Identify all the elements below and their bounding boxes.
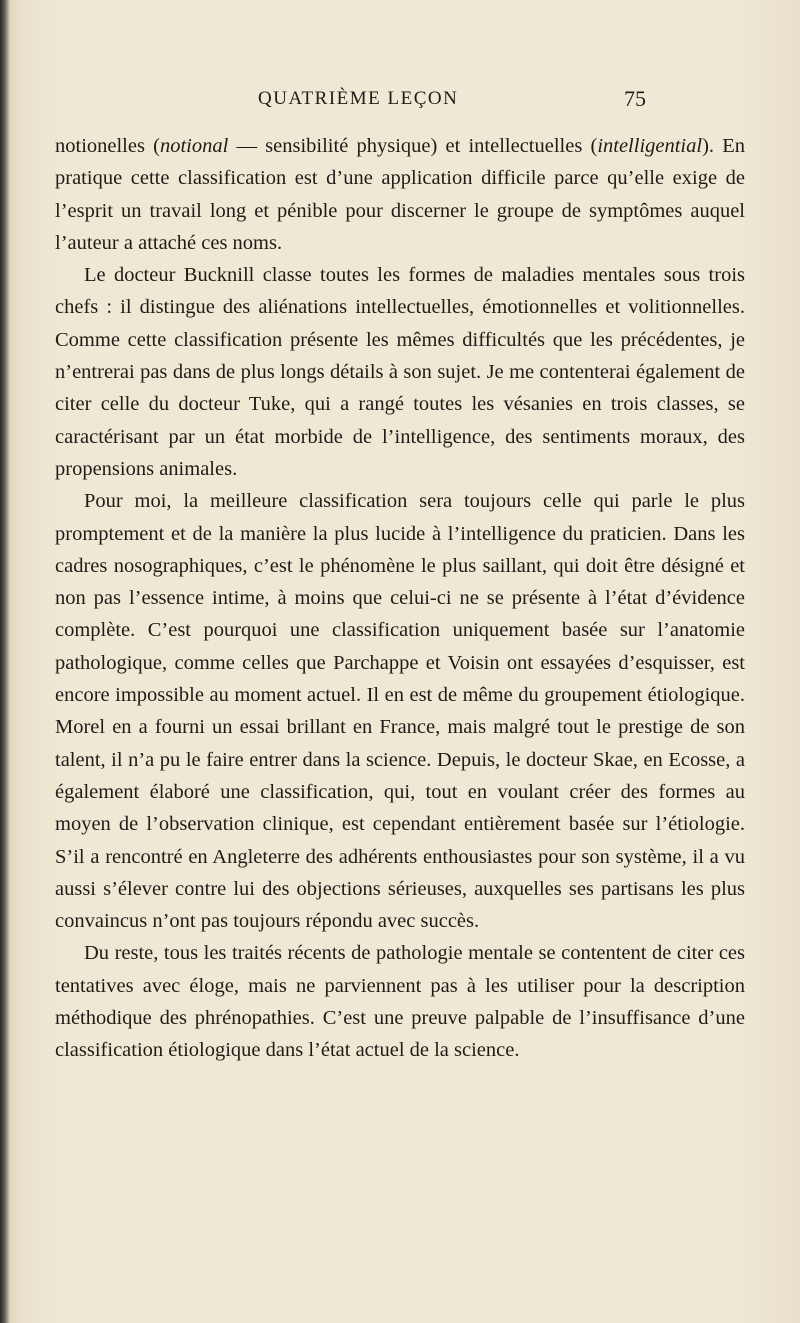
paragraph-classification: Pour moi, la meilleure classification sera toujours celle qui parle le plus promptement et de la manière la plus lucide à l’intelligence du praticien. Dans les cadres nosographiques, c’est le phénomène le plus saillant, qui doit être désigné et non pas l’essence intime, à moins que celui-ci ne se présente à l’état d’évidence complète. C’est pourquoi une classification uniquement basée sur l’anatomie pathologique, comme celles que Parchappe et Voisin ont essayées d’esquisser, est encore impossible au moment actuel. Il en est de même du groupement étiologique. Morel en a fourni un essai brillant en France, mais malgré tout le prestige de son talent, il n’a pu le faire entrer dans la science. Depuis, le docteur Skae, en Ecosse, a également élaboré une classification, qui, tout en voulant créer des formes au moyen de l’observation clinique, est cependant entièrement basée sur l’étiologie. S’il a rencontré en Angleterre des adhérents enthousiastes pour son système, il a vu aussi s’élever contre lui des objections sérieuses, auxquelles ses partisans les plus convaincus n’ont pas toujours répondu avec succès. (55, 490, 745, 933)
italic-term-intelligential: intelligential (597, 135, 703, 157)
paragraph-continued (55, 130, 745, 259)
paragraph-conclusion: Du reste, tous les traités récents de pathologie mentale se contentent de citer ces tentatives avec éloge, mais ne parviennent pas à les utiliser pour la description méthodique des phrénopathies. C’est une preuve palpable de l’insuffisance d’une classification étiologique dans l’état actuel de la science. (55, 942, 745, 1062)
page-number: 75 (624, 86, 646, 111)
paragraph-text: notionelles ( (55, 135, 160, 157)
paragraph-text: ). En pratique cette classification est d’une application difficile parce qu’elle exige de l’esprit un travail long et pénible pour discerner le groupe de symptômes auquel l’auteur a attaché ces noms. (55, 135, 745, 254)
body-text (55, 130, 745, 1067)
paragraph-bucknill: Le docteur Bucknill classe toutes les formes de maladies mentales sous trois chefs : il distingue des aliénations intellectuelles, émotionnelles et volitionnelles. Comme cette classification présente les mêmes difficultés que les précédentes, je n’entrerai pas dans de plus longs détails à son sujet. Je me contenterai également de citer celle du docteur Tuke, qui a rangé toutes les vésanies en trois classes, se caractérisant par un état morbide de l’intelligence, des sentiments moraux, des propensions animales. (55, 264, 745, 480)
paragraph-text: — sensibilité physique) et intellectuelles ( (228, 135, 598, 157)
running-head: QUATRIÈME LEÇON (258, 88, 459, 109)
binding-gutter (0, 0, 10, 1323)
italic-term-notional: notional (159, 135, 229, 157)
page-header (258, 88, 658, 120)
